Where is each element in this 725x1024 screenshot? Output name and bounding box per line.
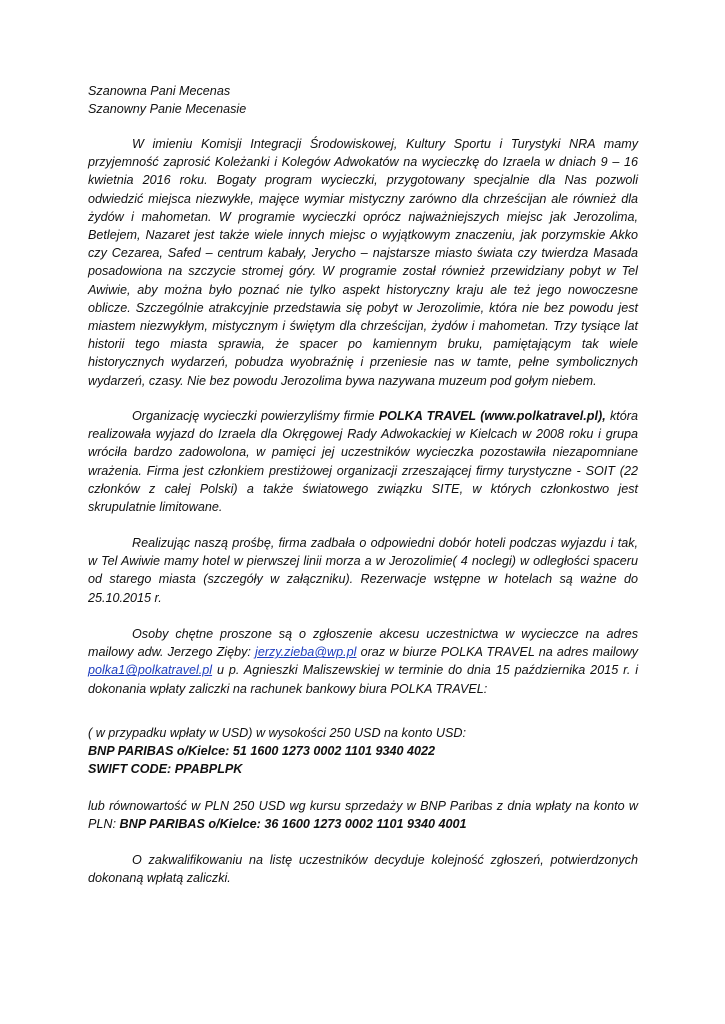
salutation-line-2: Szanowny Panie Mecenasie: [88, 102, 247, 117]
usd-payment-note: ( w przypadku wpłaty w USD) w wysokości 250 USD na konto USD:: [88, 726, 466, 740]
organizer-text-before: Organizację wycieczki powierzyliśmy firmie: [132, 409, 379, 423]
organizer-text-after: która realizowała wyjazd do Izraela dla Okręgowej Rady Adwokackiej w Kielcach w 2008 roku i grupa wróciła bardzo zadowolona, w pamięci jej uczestników wycieczka pozostawiła niezapomniane wrażenia. Firma jest członkiem prestiżowej organizacji zrzeszającej firmy turystyczne - SOIT (22 członków z całej Polski) a także światowego związku SITE, w których członkostwo jest skrupulatnie limitowane.: [88, 409, 639, 515]
registration-text-3: u p. Agnieszki Maliszewskiej w terminie do dnia 15 października 2015 r. i dokonania wpłaty zaliczki na rachunek bankowy biura POLKA TRAVEL:: [88, 663, 638, 696]
email-link-jerzy-zieba[interactable]: jerzy.zieba@wp.pl: [255, 645, 357, 660]
registration-text-2: oraz w biurze POLKA TRAVEL na adres mailowy: [356, 645, 638, 660]
paragraph-hotels: Realizując naszą prośbę, firma zadbała o odpowiedni dobór hoteli podczas wyjazdu i tak, w Tel Awiwie mamy hotel w pierwszej linii morza a w Jerozolimie( 4 noclegi) w odległości spaceru od starego miasta (szczegóły w załączniku). Rezerwacje wstępne w hotelach są ważne do 25.10.2015 r.: [88, 536, 638, 605]
paragraph-organizer: [88, 407, 638, 516]
registration-text-1: Osoby chętne proszone są o zgłoszenie akcesu uczestnictwa w wycieczce na adres mailowy adw. Jerzego Zięby:: [88, 627, 638, 660]
pln-payment-details: [88, 797, 638, 833]
email-link-polka-travel[interactable]: polka1@polkatravel.pl: [88, 663, 213, 678]
paragraph-trip-program: W imieniu Komisji Integracji Środowiskowej, Kultury Sportu i Turystyki NRA mamy przyjemność zaprosić Koleżanki i Kolegów Adwokatów na wycieczkę do Izraela w dniach 9 – 16 kwietnia 2016 roku. Bogaty program wycieczki, przygotowany specjalnie dla Nas pozwoli odwiedzić miejsca niezwykłe, majęce wymiar mistyczny zarówno dla chrześcijan ale również dla żydów i mahometan. W programie wycieczki oprócz najważniejszych miejsc jak Jerozolima, Betlejem, Nazaret jest także wiele innych miejsc o wyjątkowym znaczeniu, jak porzymskie Akko czy Cezarea, Safed – centrum kabały, Jerycho – najstarsze miasto świata czy twierdza Masada posadowiona na szczycie stromej góry. W programie został również przewidziany pobyt w Tel Awiwie, aby można było poznać nie tylko aspekt historyczny kraju ale też jego nowoczesne oblicze. Szczególnie atrakcyjnie przedstawia się pobyt w Jerozolimie, która nie bez powodu jest miastem niezwykłym, mistycznym i świętym dla chrześcijan, żydów i mahometan. Trzy tysiące lat historii tego miasta sprawia, że spacer po kamiennym bruku, pamiętającym tak wiele historycznych wydarzeń, pobudza wyobraźnię i przeniesie nas w tamte, pełne symbolicznych wydarzeń, czasy. Nie bez powodu Jerozolima bywa nazywana muzeum pod gołym niebem.: [88, 137, 638, 388]
pln-account-number: BNP PARIBAS o/Kielce: 36 1600 1273 0002 1101 9340 4001: [119, 817, 467, 832]
salutation: [88, 82, 638, 118]
swift-code: SWIFT CODE: PPABPLPK: [88, 762, 243, 777]
pln-payment-note: lub równowartość w PLN 250 USD wg kursu sprzedaży w BNP Paribas z dnia wpłaty na konto w PLN:: [88, 799, 638, 832]
organizer-name: POLKA TRAVEL (www.polkatravel.pl),: [378, 409, 606, 423]
usd-account-number: BNP PARIBAS o/Kielce: 51 1600 1273 0002 1101 9340 4022: [88, 744, 436, 759]
paragraph-qualification: O zakwalifikowaniu na listę uczestników decyduje kolejność zgłoszeń, potwierdzonych dokonaną wpłatą zaliczki.: [88, 853, 638, 886]
usd-payment-details: [88, 724, 638, 779]
salutation-line-1: Szanowna Pani Mecenas: [88, 84, 231, 98]
paragraph-registration: [88, 625, 638, 698]
